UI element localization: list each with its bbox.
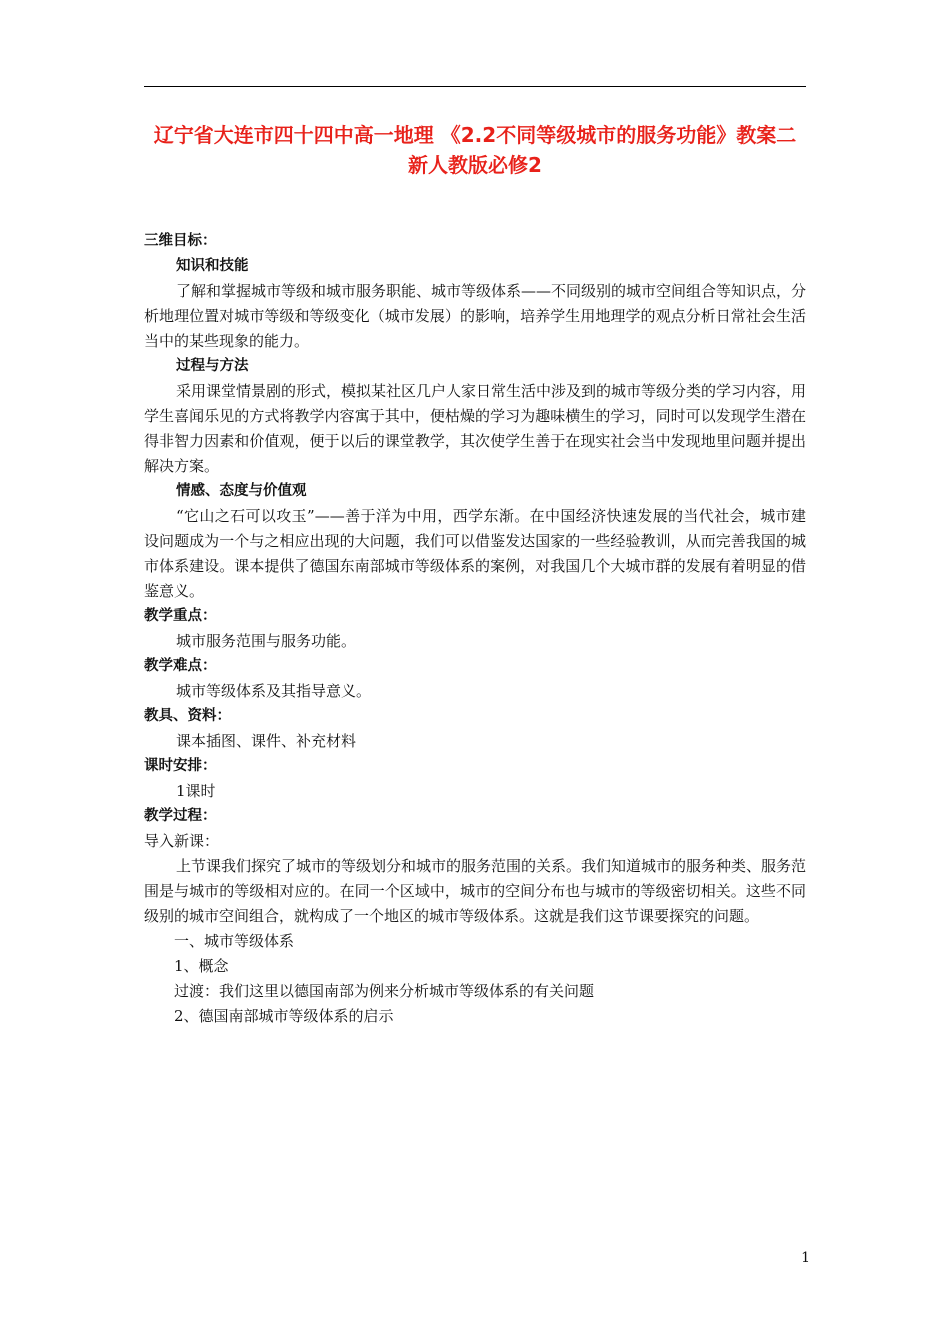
emotion-paragraph: “它山之石可以攻玉”——善于洋为中用，西学东渐。在中国经济快速发展的当代社会，城市建设问题成为一个与之相应出现的大问题，我们可以借鉴发达国家的一些经验教训，从而完善我国的城市体系建设。课本提供了德国东南部城市等级体系的案例，对我国几个大城市群的发展有着明显的借鉴意义。 [144,507,806,600]
teaching-process-heading: 教学过程： [144,808,217,824]
document-title: 辽宁省大连市四十四中高一地理 《2.2不同等级城市的服务功能》教案二 新人教版必修2 [153,123,797,177]
knowledge-paragraph: 了解和掌握城市等级和城市服务职能、城市等级体系——不同级别的城市空间组合等知识点，分析地理位置对城市等级和等级变化（城市发展）的影响，培养学生用地理学的观点分析日常社会生活当中的某些现象的能力。 [144,282,807,350]
schedule-text: 1课时 [176,782,216,800]
outline-item-4: 2、德国南部城市等级体系的启示 [174,1007,394,1025]
key-point-heading: 教学重点： [144,608,217,624]
process-paragraph: 采用课堂情景剧的形式，模拟某社区几户人家日常生活中涉及到的城市等级分类的学习内容，用学生喜闻乐见的方式将教学内容寓于其中，便枯燥的学习为趣味横生的学习，同时可以发现学生潜在得非智力因素和价值观，便于以后的课堂教学，其次使学生善于在现实社会当中发现地里问题并提出解决方案。 [144,382,807,475]
schedule-heading: 课时安排： [144,758,217,774]
document-body [144,229,806,1029]
outline-item-3: 过渡：我们这里以德国南部为例来分析城市等级体系的有关问题 [174,982,595,1000]
knowledge-heading: 知识和技能 [176,258,249,274]
materials-text: 课本插图、课件、补充材料 [176,732,357,750]
header-rule [144,86,806,87]
key-point-text: 城市服务范围与服务功能。 [176,632,357,650]
page-number: 1 [801,1250,810,1266]
intro-label: 导入新课： [144,832,220,850]
outline-item-1: 一、城市等级体系 [174,932,295,950]
intro-paragraph: 上节课我们探究了城市的等级划分和城市的服务范围的关系。我们知道城市的服务种类、服务范围是与城市的等级相对应的。在同一个区域中，城市的空间分布也与城市的等级密切相关。这些不同级别的城市空间组合，就构成了一个地区的城市等级体系。这就是我们这节课要探究的问题。 [144,857,807,925]
difficult-point-heading: 教学难点： [144,658,217,674]
process-heading: 过程与方法 [176,358,249,374]
materials-heading: 教具、资料： [144,708,231,724]
objectives-heading: 三维目标： [144,233,217,249]
emotion-heading: 情感、态度与价值观 [176,483,307,499]
outline-item-2: 1、概念 [174,957,229,975]
difficult-point-text: 城市等级体系及其指导意义。 [176,682,372,700]
